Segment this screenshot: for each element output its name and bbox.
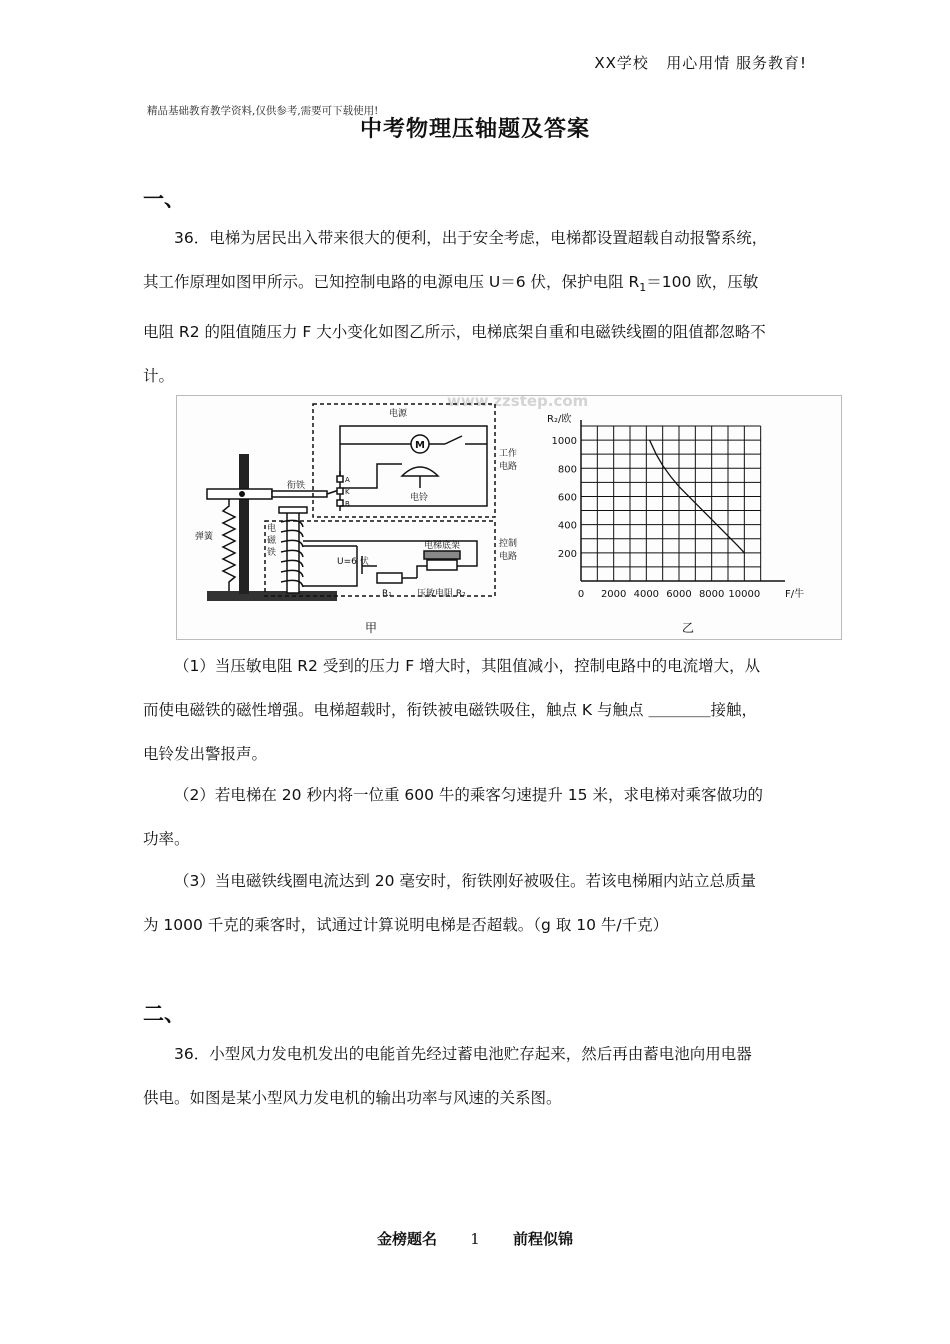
question-2 (143, 773, 815, 861)
resource-note: 精品基础教育教学资料,仅供参考,需要可下载使用! (147, 105, 379, 117)
question-1 (143, 644, 815, 776)
bell (402, 467, 438, 476)
circuit-diagram (207, 404, 495, 601)
label-motor: M (415, 440, 425, 451)
label-em-3: 铁 (267, 548, 277, 558)
y-tick-label: 800 (557, 464, 577, 476)
q2-line-1: （2）若电梯在 20 秒内将一位重 600 牛的乘客匀速提升 15 米，求电梯对乘客做功的 (174, 786, 763, 804)
page-number: 1 (470, 1230, 480, 1248)
label-armature: 衔铁 (287, 481, 306, 491)
y-tick-label: 1000 (551, 436, 577, 448)
figure-watermark: www.zzstep.com (447, 396, 589, 410)
q3-line-2: 为 1000 千克的乘客时，试通过计算说明电梯是否超载。（g 取 10 牛/千克） (143, 916, 669, 934)
figure-svg (177, 396, 841, 639)
label-em-1: 电 (267, 524, 277, 534)
q1-line-1: （1）当压敏电阻 R2 受到的压力 F 增大时，其阻值减小，控制电路中的电流增大，从 (174, 657, 761, 675)
y-tick-label: 200 (557, 548, 577, 560)
x-tick-label: 10000 (728, 589, 761, 600)
s2-line-2: 供电。如图是某小型风力发电机的输出功率与风速的关系图。 (143, 1089, 562, 1107)
label-work-2: 电路 (499, 462, 518, 472)
page-title: 中考物理压轴题及答案 (359, 117, 590, 142)
footer-right: 前程似锦 (513, 1230, 574, 1248)
label-b: B (345, 500, 350, 508)
support-pole (239, 454, 249, 594)
intro-line-4: 计。 (143, 367, 175, 385)
label-voltage: U=6 伏 (337, 557, 369, 567)
q1-line-2: 而使电磁铁的磁性增强。电梯超载时，衔铁被电磁铁吸住，触点 K 与触点 ＿＿＿＿接触， (143, 701, 757, 719)
caption-yi: 乙 (682, 621, 695, 635)
label-power: 电源 (389, 409, 408, 419)
label-spring: 弹簧 (195, 532, 214, 542)
q2-line-2: 功率。 (143, 830, 190, 848)
footer-left: 金榜题名 (376, 1230, 437, 1248)
pressure-resistor (427, 560, 457, 570)
question-3 (143, 859, 815, 947)
label-bell: 电铃 (410, 493, 429, 503)
q3-line-1: （3）当电磁铁线圈电流达到 20 毫安时，衔铁刚好被吸住。若该电梯厢内站立总质量 (174, 872, 756, 890)
label-ctrl-2: 电路 (499, 552, 518, 562)
section-2-heading: 二、 (143, 1002, 185, 1026)
page-header (594, 52, 807, 73)
header-slogan: 用心用情 服务教育! (666, 54, 807, 72)
intro-line-2: 其工作原理如图甲所示。已知控制电路的电源电压 U＝6 伏，保护电阻 $R_1=100$ 欧，压敏 (143, 273, 759, 294)
caption-jia: 甲 (365, 621, 378, 635)
elevator-frame (424, 551, 460, 559)
figure-panel (176, 395, 842, 640)
x-axis-label: F/牛 (785, 589, 805, 600)
x-tick-label: 2000 (600, 589, 627, 600)
intro-line-3: 电阻 R2 的阻值随压力 F 大小变化如图乙所示，电梯底架自重和电磁铁线圈的阻值都忽略不 (143, 323, 766, 341)
s2-line-1: 36．小型风力发电机发出的电能首先经过蓄电池贮存起来，然后再由蓄电池向用电器 (174, 1045, 752, 1063)
x-tick-label: 8000 (698, 589, 725, 600)
label-a: A (345, 476, 350, 484)
y-axis-label: R₂/欧 (547, 414, 572, 425)
section-1-intro (143, 216, 815, 398)
x-tick-label: 6000 (666, 589, 692, 600)
section-1-heading: 一、 (143, 187, 185, 211)
x-tick-label: 0 (577, 589, 585, 600)
label-em-2: 磁 (267, 536, 277, 546)
label-k: K (345, 488, 350, 496)
y-tick-label: 400 (557, 520, 577, 532)
section-2-intro (143, 1032, 815, 1120)
label-r1: R₁ (382, 589, 392, 599)
label-base: 电梯底架 (424, 541, 461, 551)
spring (223, 499, 235, 591)
label-work-1: 工作 (499, 449, 518, 459)
chart-grid (581, 420, 785, 581)
q1-line-3: 电铃发出警报声。 (143, 745, 268, 763)
resistor-r1 (377, 573, 402, 583)
intro-line-1: 36．电梯为居民出入带来很大的便利，出于安全考虑，电梯都设置超载自动报警系统， (174, 229, 768, 247)
page-footer (0, 1228, 950, 1249)
y-tick-label: 600 (557, 492, 577, 504)
header-school: XX学校 (594, 54, 649, 72)
x-tick-label: 4000 (633, 589, 660, 600)
label-r2: 压敏电阻 R₂ (417, 589, 466, 599)
label-ctrl-1: 控制 (499, 539, 518, 549)
